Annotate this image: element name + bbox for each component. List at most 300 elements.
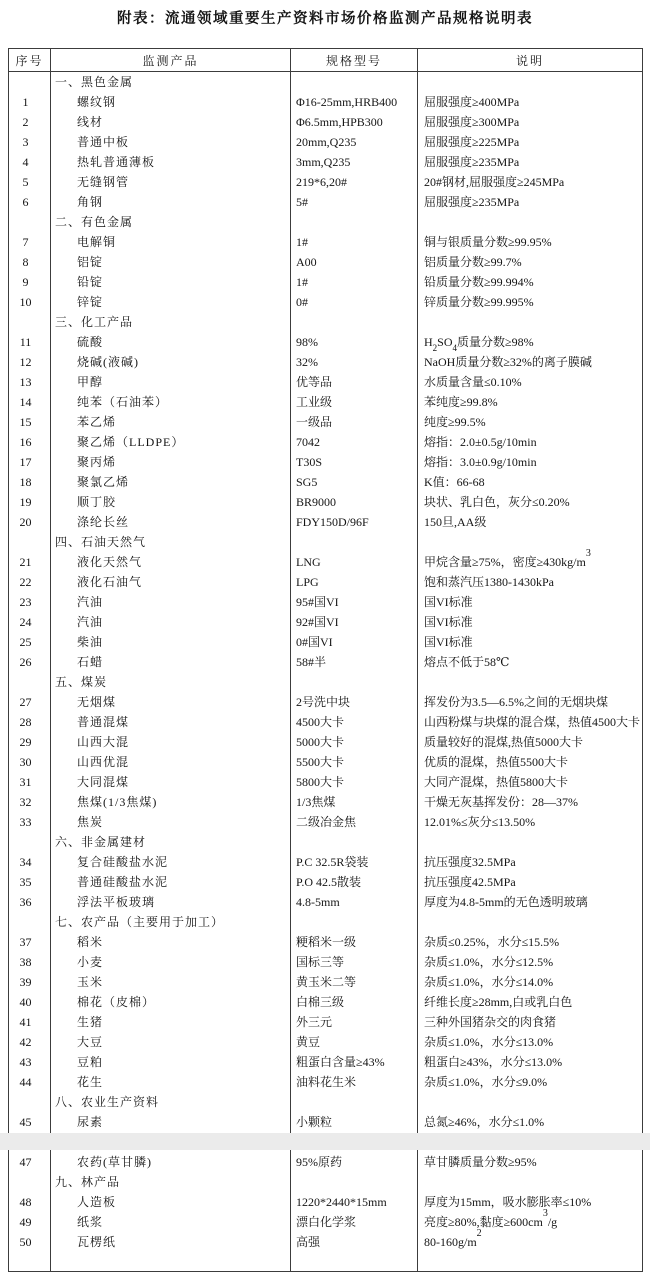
section-row (9, 1092, 643, 1112)
table-row (9, 792, 643, 812)
desc-cell: 20#钢材,屈服强度≥245MPa (418, 172, 643, 192)
table-row (9, 572, 643, 592)
table-row (9, 632, 643, 652)
row-number-cell (9, 1092, 51, 1112)
desc-cell: 屈服强度≥400MPa (418, 92, 643, 112)
spec-cell (291, 832, 418, 852)
table-row (9, 192, 643, 212)
row-number-cell (9, 72, 51, 93)
desc-cell: 熔指：2.0±0.5g/10min (418, 432, 643, 452)
section-title: 三、化工产品 (51, 312, 291, 332)
spec-cell (291, 532, 418, 552)
product-name-cell: 苯乙烯 (51, 412, 291, 432)
desc-cell: 水质量含量≤0.10% (418, 372, 643, 392)
row-number-cell: 2 (22, 115, 29, 129)
table-row (9, 992, 643, 1012)
desc-cell: 12.01%≤灰分≤13.50% (418, 812, 643, 832)
desc-cell (418, 912, 643, 932)
spec-cell: 国标三等 (291, 952, 418, 972)
row-number-cell (9, 912, 51, 932)
desc-cell: 杂质≤1.0%，水分≤12.5% (418, 952, 643, 972)
row-number-cell (9, 312, 51, 332)
desc-cell: 铅质量分数≥99.994% (418, 272, 643, 292)
spec-cell: 粳稻米一级 (291, 932, 418, 952)
desc-cell: 屈服强度≥235MPa (418, 152, 643, 172)
product-name-cell: 纸浆 (51, 1212, 291, 1232)
table-row (9, 1072, 643, 1092)
product-name-cell: 铅锭 (51, 272, 291, 292)
spec-cell: 95%原药 (291, 1152, 418, 1172)
spec-cell: 4.8-5mm (291, 892, 418, 912)
desc-cell: 总氮≥46%，水分≤1.0% (418, 1112, 643, 1132)
col-header-no: 序号 (9, 49, 51, 72)
desc-cell: 国VI标准 (418, 592, 643, 612)
table-row (9, 812, 643, 832)
section-title: 六、非金属建材 (51, 832, 291, 852)
desc-cell: 厚度为15mm，吸水膨胀率≤10% (418, 1192, 643, 1212)
section-row (9, 832, 643, 852)
spec-cell: 5800大卡 (291, 772, 418, 792)
row-number-cell: 25 (19, 635, 32, 649)
table-row (9, 612, 643, 632)
table-row (9, 892, 643, 912)
product-name-cell: 纯苯（石油苯） (51, 392, 291, 412)
product-name-cell: 顺丁胶 (51, 492, 291, 512)
product-name-cell: 无烟煤 (51, 692, 291, 712)
product-name-cell: 烧碱(液碱) (51, 352, 291, 372)
desc-cell: 三种外国猪杂交的肉食猪 (418, 1012, 643, 1032)
row-number-cell: 20 (19, 515, 32, 529)
desc-cell (418, 1172, 643, 1192)
section-title: 八、农业生产资料 (51, 1092, 291, 1112)
desc-cell: 厚度为4.8-5mm的无色透明玻璃 (418, 892, 643, 912)
section-row (9, 312, 643, 332)
row-number-cell: 8 (22, 255, 29, 269)
desc-cell: 屈服强度≥300MPa (418, 112, 643, 132)
desc-cell (418, 1252, 643, 1272)
table-body (9, 72, 643, 1272)
product-name-cell: 焦煤(1/3焦煤) (51, 792, 291, 812)
table-row (9, 1152, 643, 1172)
table-row (9, 1232, 643, 1252)
spec-cell: BR9000 (291, 492, 418, 512)
row-number-cell: 6 (22, 195, 29, 209)
desc-cell: $80-160g/m^2$ (418, 1232, 643, 1252)
table-row (9, 492, 643, 512)
footer-bar (0, 1133, 650, 1150)
row-number-cell: 50 (19, 1235, 32, 1249)
spec-cell: 一级品 (291, 412, 418, 432)
desc-cell: 纤维长度≥28mm,白或乳白色 (418, 992, 643, 1012)
row-number-cell: 40 (19, 995, 32, 1009)
product-name-cell: 瓦楞纸 (51, 1232, 291, 1252)
product-name-cell: 液化石油气 (51, 572, 291, 592)
table-row (9, 772, 643, 792)
table-row (9, 852, 643, 872)
product-name-cell: 聚氯乙烯 (51, 472, 291, 492)
row-number-cell: 26 (19, 655, 32, 669)
row-number-cell: 12 (19, 355, 32, 369)
desc-cell: 块状、乳白色，灰分≤0.20% (418, 492, 643, 512)
spec-cell: LNG (291, 552, 418, 572)
spec-cell: 219*6,20# (291, 172, 418, 192)
table-row (9, 292, 643, 312)
row-number-cell: 27 (19, 695, 32, 709)
spec-cell: 2号洗中块 (291, 692, 418, 712)
spec-cell: 优等品 (291, 372, 418, 392)
table-row (9, 752, 643, 772)
spec-cell (291, 212, 418, 232)
section-row (9, 912, 643, 932)
desc-cell: 挥发份为3.5—6.5%之间的无烟块煤 (418, 692, 643, 712)
desc-cell: 锌质量分数≥99.995% (418, 292, 643, 312)
spec-cell: 白棉三级 (291, 992, 418, 1012)
spec-cell: 0# (291, 292, 418, 312)
product-name-cell: 甲醇 (51, 372, 291, 392)
spec-cell (291, 1092, 418, 1112)
desc-cell: 苯纯度≥99.8% (418, 392, 643, 412)
product-name-cell: 小麦 (51, 952, 291, 972)
row-number-cell: 24 (19, 615, 32, 629)
spec-cell: FDY150D/96F (291, 512, 418, 532)
row-number-cell: 21 (19, 555, 32, 569)
table-row (9, 692, 643, 712)
row-number-cell: 36 (19, 895, 32, 909)
header-row (9, 49, 643, 72)
row-number-cell: 49 (19, 1215, 32, 1229)
product-name-cell: 螺纹钢 (51, 92, 291, 112)
row-number-cell: 43 (19, 1055, 32, 1069)
spec-cell: 4500大卡 (291, 712, 418, 732)
product-name-cell: 山西大混 (51, 732, 291, 752)
table-row (9, 432, 643, 452)
product-name-cell: 汽油 (51, 592, 291, 612)
table-row (9, 472, 643, 492)
table-row (9, 112, 643, 132)
desc-cell: 杂质≤0.25%，水分≤15.5% (418, 932, 643, 952)
desc-cell (418, 212, 643, 232)
col-header-product: 监测产品 (51, 49, 291, 72)
desc-cell: 杂质≤1.0%，水分≤9.0% (418, 1072, 643, 1092)
row-number-cell: 22 (19, 575, 32, 589)
table-row (9, 332, 643, 352)
table-row (9, 1052, 643, 1072)
section-row (9, 532, 643, 552)
row-number-cell: 9 (22, 275, 29, 289)
col-header-desc: 说明 (418, 49, 643, 72)
product-name-cell: 稻米 (51, 932, 291, 952)
desc-cell: 抗压强度32.5MPa (418, 852, 643, 872)
spec-cell: 7042 (291, 432, 418, 452)
row-number-cell (9, 672, 51, 692)
row-number-cell: 4 (22, 155, 29, 169)
spec-cell: T30S (291, 452, 418, 472)
product-name-cell: 玉米 (51, 972, 291, 992)
table-row (9, 132, 643, 152)
desc-cell: K值：66-68 (418, 472, 643, 492)
row-number-cell: 38 (19, 955, 32, 969)
product-name-cell (51, 1252, 291, 1272)
product-name-cell: 复合硅酸盐水泥 (51, 852, 291, 872)
desc-cell: 质量较好的混煤,热值5000大卡 (418, 732, 643, 752)
product-name-cell: 普通中板 (51, 132, 291, 152)
spec-cell: 外三元 (291, 1012, 418, 1032)
spec-cell: Φ16-25mm,HRB400 (291, 92, 418, 112)
row-number-cell: 45 (19, 1115, 32, 1129)
section-row (9, 672, 643, 692)
row-number-cell: 19 (19, 495, 32, 509)
row-number-cell: 32 (19, 795, 32, 809)
product-name-cell: 花生 (51, 1072, 291, 1092)
row-number-cell: 44 (19, 1075, 32, 1089)
desc-cell: 屈服强度≥235MPa (418, 192, 643, 212)
table-row (9, 652, 643, 672)
spec-cell: 0#国VI (291, 632, 418, 652)
table-row (9, 152, 643, 172)
product-name-cell: 棉花（皮棉） (51, 992, 291, 1012)
spec-cell: SG5 (291, 472, 418, 492)
table-row (9, 252, 643, 272)
spec-cell: 1/3焦煤 (291, 792, 418, 812)
desc-cell: 粗蛋白≥43%，水分≤13.0% (418, 1052, 643, 1072)
table-row (9, 392, 643, 412)
desc-cell: $H_2SO_4$质量分数≥98% (418, 332, 643, 352)
col-header-spec: 规格型号 (291, 49, 418, 72)
spec-cell: 32% (291, 352, 418, 372)
spec-cell: 黄豆 (291, 1032, 418, 1052)
desc-cell: 优质的混煤，热值5500大卡 (418, 752, 643, 772)
table-row (9, 592, 643, 612)
row-number-cell: 33 (19, 815, 32, 829)
desc-cell: 抗压强度42.5MPa (418, 872, 643, 892)
spec-cell: 二级冶金焦 (291, 812, 418, 832)
table-row (9, 732, 643, 752)
product-name-cell: 柴油 (51, 632, 291, 652)
product-name-cell: 线材 (51, 112, 291, 132)
row-number-cell: 47 (19, 1155, 32, 1169)
spec-cell: 1# (291, 232, 418, 252)
spec-cell (291, 672, 418, 692)
table-row (9, 512, 643, 532)
desc-cell: 甲烷含量≥75%，密度$\ge 430kg/m^3$ (418, 552, 643, 572)
table-row (9, 272, 643, 292)
row-number-cell (9, 832, 51, 852)
spec-cell (291, 1172, 418, 1192)
spec-cell: 5500大卡 (291, 752, 418, 772)
row-number-cell: 3 (22, 135, 29, 149)
row-number-cell: 23 (19, 595, 32, 609)
desc-cell: 杂质≤1.0%，水分≤13.0% (418, 1032, 643, 1052)
spec-cell (291, 72, 418, 93)
section-title: 七、农产品（主要用于加工） (51, 912, 291, 932)
table-row (9, 232, 643, 252)
desc-cell: 杂质≤1.0%，水分≤14.0% (418, 972, 643, 992)
row-number-cell: 11 (19, 335, 32, 349)
page-title: 附表：流通领域重要生产资料市场价格监测产品规格说明表 (117, 11, 533, 27)
desc-cell: 亮度≥80%,黏度$\ge 600cm^3/g$ (418, 1212, 643, 1232)
spec-cell: 20mm,Q235 (291, 132, 418, 152)
table-row (9, 352, 643, 372)
product-name-cell: 锌锭 (51, 292, 291, 312)
table-row (9, 932, 643, 952)
desc-cell: 大同产混煤，热值5800大卡 (418, 772, 643, 792)
product-name-cell: 铝锭 (51, 252, 291, 272)
spec-cell: 3mm,Q235 (291, 152, 418, 172)
product-name-cell: 尿素 (51, 1112, 291, 1132)
row-number-cell: 1 (22, 95, 29, 109)
spec-cell: 98% (291, 332, 418, 352)
spec-cell: 92#国VI (291, 612, 418, 632)
desc-cell: 干燥无灰基挥发份：28—37% (418, 792, 643, 812)
table-row (9, 712, 643, 732)
desc-cell: 国VI标准 (418, 612, 643, 632)
spec-cell: 小颗粒 (291, 1112, 418, 1132)
row-number-cell: 37 (19, 935, 32, 949)
row-number-cell: 34 (19, 855, 32, 869)
product-name-cell: 农药(草甘膦) (51, 1152, 291, 1172)
spec-cell: P.O 42.5散装 (291, 872, 418, 892)
product-name-cell: 汽油 (51, 612, 291, 632)
table-row (9, 952, 643, 972)
section-title: 一、黑色金属 (51, 72, 291, 93)
table-row (9, 872, 643, 892)
row-number-cell: 5 (22, 175, 29, 189)
product-name-cell: 豆粕 (51, 1052, 291, 1072)
table-row (9, 452, 643, 472)
desc-cell: 铜与银质量分数≥99.95% (418, 232, 643, 252)
table-row (9, 552, 643, 572)
product-name-cell: 角钢 (51, 192, 291, 212)
desc-cell: 铝质量分数≥99.7% (418, 252, 643, 272)
desc-cell (418, 532, 643, 552)
desc-cell (418, 832, 643, 852)
spec-cell: 5# (291, 192, 418, 212)
spec-cell: Φ6.5mm,HPB300 (291, 112, 418, 132)
product-name-cell: 无缝钢管 (51, 172, 291, 192)
table-row (9, 972, 643, 992)
section-row (9, 1172, 643, 1192)
desc-cell: 150旦,AA级 (418, 512, 643, 532)
table-row (9, 412, 643, 432)
desc-cell: 熔指：3.0±0.9g/10min (418, 452, 643, 472)
section-title: 五、煤炭 (51, 672, 291, 692)
spec-cell (291, 312, 418, 332)
desc-cell: 屈服强度≥225MPa (418, 132, 643, 152)
row-number-cell: 48 (19, 1195, 32, 1209)
product-name-cell: 浮法平板玻璃 (51, 892, 291, 912)
desc-cell: 国VI标准 (418, 632, 643, 652)
desc-cell (418, 312, 643, 332)
product-name-cell: 大同混煤 (51, 772, 291, 792)
product-name-cell: 涤纶长丝 (51, 512, 291, 532)
spec-cell: 漂白化学浆 (291, 1212, 418, 1232)
table-row (9, 1012, 643, 1032)
section-title: 九、林产品 (51, 1172, 291, 1192)
desc-cell (418, 1092, 643, 1112)
table-row (9, 92, 643, 112)
spec-cell: 95#国VI (291, 592, 418, 612)
table-row (9, 372, 643, 392)
product-name-cell: 热轧普通薄板 (51, 152, 291, 172)
spec-cell: 工业级 (291, 392, 418, 412)
table-row (9, 1032, 643, 1052)
table-row (9, 1212, 643, 1232)
desc-cell (418, 672, 643, 692)
spec-cell: P.C 32.5R袋装 (291, 852, 418, 872)
spec-cell: 黄玉米二等 (291, 972, 418, 992)
row-number-cell: 10 (19, 295, 32, 309)
row-number-cell: 16 (19, 435, 32, 449)
desc-cell (418, 72, 643, 93)
section-row (9, 72, 643, 93)
row-number-cell: 7 (22, 235, 29, 249)
desc-cell: NaOH质量分数≥32%的离子膜碱 (418, 352, 643, 372)
spec-cell: 1# (291, 272, 418, 292)
product-name-cell: 液化天然气 (51, 552, 291, 572)
spacer-row (9, 1252, 643, 1272)
spec-cell (291, 1252, 418, 1272)
row-number-cell: 15 (19, 415, 32, 429)
row-number-cell (9, 1252, 51, 1272)
product-name-cell: 人造板 (51, 1192, 291, 1212)
desc-cell: 熔点不低于58℃ (418, 652, 643, 672)
row-number-cell: 35 (19, 875, 32, 889)
spec-cell: 粗蛋白含量≥43% (291, 1052, 418, 1072)
row-number-cell: 30 (19, 755, 32, 769)
table-row (9, 1112, 643, 1132)
spec-table (8, 48, 643, 1272)
row-number-cell: 13 (19, 375, 32, 389)
desc-cell: 山西粉煤与块煤的混合煤，热值4500大卡 (418, 712, 643, 732)
desc-cell: 饱和蒸汽压1380-1430kPa (418, 572, 643, 592)
section-title: 二、有色金属 (51, 212, 291, 232)
row-number-cell: 17 (19, 455, 32, 469)
row-number-cell: 42 (19, 1035, 32, 1049)
product-name-cell: 聚乙烯（LLDPE） (51, 432, 291, 452)
row-number-cell: 14 (19, 395, 32, 409)
spec-cell: LPG (291, 572, 418, 592)
product-name-cell: 生猪 (51, 1012, 291, 1032)
row-number-cell (9, 1172, 51, 1192)
row-number-cell: 29 (19, 735, 32, 749)
spec-cell: 1220*2440*15mm (291, 1192, 418, 1212)
product-name-cell: 普通混煤 (51, 712, 291, 732)
spec-cell: A00 (291, 252, 418, 272)
desc-cell: 草甘膦质量分数≥95% (418, 1152, 643, 1172)
product-name-cell: 硫酸 (51, 332, 291, 352)
section-row (9, 212, 643, 232)
row-number-cell: 28 (19, 715, 32, 729)
row-number-cell: 18 (19, 475, 32, 489)
spec-cell: 58#半 (291, 652, 418, 672)
product-name-cell: 石蜡 (51, 652, 291, 672)
spec-cell: 油料花生米 (291, 1072, 418, 1092)
product-name-cell: 普通硅酸盐水泥 (51, 872, 291, 892)
row-number-cell: 41 (19, 1015, 32, 1029)
product-name-cell: 电解铜 (51, 232, 291, 252)
product-name-cell: 山西优混 (51, 752, 291, 772)
product-name-cell: 聚丙烯 (51, 452, 291, 472)
row-number-cell: 31 (19, 775, 32, 789)
row-number-cell (9, 532, 51, 552)
desc-cell: 纯度≥99.5% (418, 412, 643, 432)
row-number-cell: 39 (19, 975, 32, 989)
spec-cell: 5000大卡 (291, 732, 418, 752)
spec-cell: 高强 (291, 1232, 418, 1252)
row-number-cell (9, 212, 51, 232)
spec-cell (291, 912, 418, 932)
product-name-cell: 大豆 (51, 1032, 291, 1052)
